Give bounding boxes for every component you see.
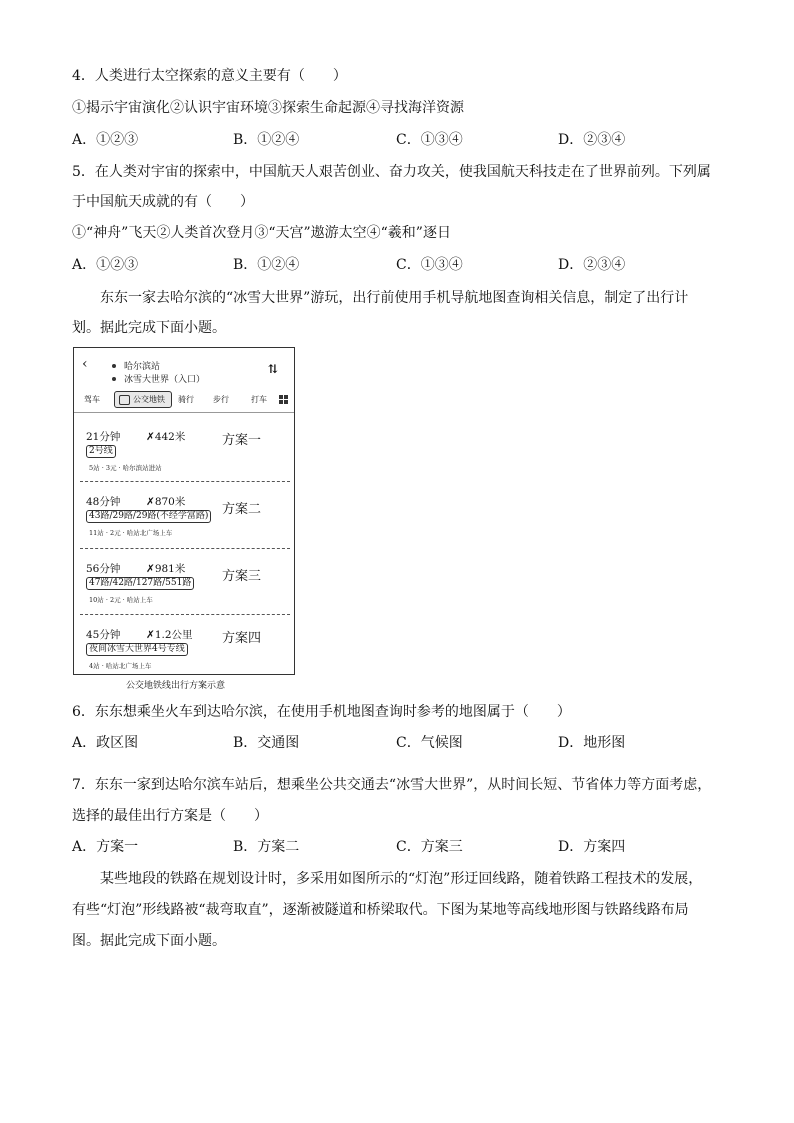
origin-label: 哈尔滨站 [124,362,161,372]
q4-option-b: B．①②④ [233,132,300,148]
tab-walk: 步行 [213,395,229,404]
intro1-line1: 东东一家去哈尔滨的“冰雪大世界”游玩，出行前使用手机导航地图查询相关信息，制定了出行计 [100,290,689,306]
tab-transit-label: 公交地铁 [133,395,165,404]
plan-divider [80,614,290,615]
tabs-divider [74,412,294,413]
plan-name: 方案四 [222,631,262,646]
plan-time: 56分钟 [86,563,121,575]
back-arrow-icon: ‹ [82,356,88,372]
walk-icon: ✗ [146,563,155,575]
q4-option-c: C．①③④ [396,132,463,148]
plan-card [74,494,294,560]
mode-tabs [74,390,294,410]
q6-stem: 6．东东想乘坐火车到达哈尔滨，在使用手机地图查询时参考的地图属于（ ） [72,704,571,720]
plan-divider [80,481,290,482]
tab-transit [114,391,172,408]
plan-walk-distance: ✗442米 [146,431,186,443]
intro1-line2: 划。据此完成下面小题。 [72,320,226,336]
q5-option-d: D．②③④ [558,257,626,273]
q7-stem-line1: 7．东东一家到达哈尔滨车站后，想乘坐公共交通去“冰雪大世界”，从时间长短、节省体力等方面考虑， [72,777,712,793]
plan-detail: 4站 · 哈站北广场上车 [89,662,152,670]
destination-dot-icon [112,377,116,381]
plan-route: 夜间冰雪大世界4号专线 [86,643,188,656]
q5-option-c: C．①③④ [396,257,463,273]
q5-option-a: A．①②③ [72,257,139,273]
intro2-line1: 某些地段的铁路在规划设计时，多采用如图所示的“灯泡”形迂回线路，随着铁路工程技术的发展， [100,871,703,887]
transit-plan-figure [73,347,295,675]
plan-detail: 11站 · 2元 · 哈站北广场上车 [89,529,173,537]
walk-icon: ✗ [146,431,155,443]
q4-items: ①揭示宇宙演化②认识宇宙环境③探索生命起源④寻找海洋资源 [72,100,464,116]
plan-walk-distance: ✗981米 [146,563,186,575]
figure-caption: 公交地铁线出行方案示意 [126,681,226,691]
plan-detail: 10站 · 2元 · 哈站上车 [89,596,153,604]
destination-label: 冰雪大世界（入口） [124,375,206,385]
q7-option-c: C．方案三 [396,839,463,855]
q6-option-a: A．政区图 [72,735,139,751]
plan-card [74,429,294,495]
q6-option-c: C．气候图 [396,735,463,751]
q4-stem: 4．人类进行太空探索的意义主要有（ ） [72,68,347,84]
intro2-line2: 有些“灯泡”形线路被“裁弯取直”，逐渐被隧道和桥梁取代。下图为某地等高线地形图与铁路线路布局 [72,902,689,918]
q7-option-b: B．方案二 [233,839,300,855]
q7-option-d: D．方案四 [558,839,626,855]
q6-option-b: B．交通图 [233,735,300,751]
q4-option-d: D．②③④ [558,132,626,148]
plan-walk-distance: ✗870米 [146,496,186,508]
plan-name: 方案二 [222,502,262,517]
plan-time: 45分钟 [86,629,121,641]
q5-items: ①“神舟”飞天②人类首次登月③“天宫”遨游太空④“羲和”逐日 [72,225,451,241]
plan-route: 43路/29路/29路(不经学富路) [86,510,211,523]
plan-name: 方案三 [222,569,262,584]
tab-bike: 骑行 [178,395,194,404]
plan-detail: 5站 · 3元 · 哈尔滨站进站 [89,464,162,472]
swap-icon: ⇅ [268,362,279,376]
q5-stem-line1: 5．在人类对宇宙的探索中，中国航天人艰苦创业、奋力攻关，使我国航天科技走在了世界前列。下列属 [72,164,711,180]
q6-option-d: D．地形图 [558,735,626,751]
plan-name: 方案一 [222,433,262,448]
q5-option-b: B．①②④ [233,257,300,273]
q7-option-a: A．方案一 [72,839,139,855]
tab-drive: 驾车 [84,395,100,404]
grid-menu-icon [279,395,288,404]
q7-stem-line2: 选择的最佳出行方案是（ ） [72,808,268,824]
q4-option-a: A．①②③ [72,132,139,148]
q5-stem-line2: 于中国航天成就的有（ ） [72,194,254,210]
walk-icon: ✗ [146,629,155,641]
walk-icon: ✗ [146,496,155,508]
plan-route: 2号线 [86,445,116,458]
plan-divider [80,548,290,549]
bus-icon [119,395,130,405]
plan-time: 21分钟 [86,431,121,443]
plan-route: 47路/42路/127路/551路 [86,577,194,590]
plan-walk-distance: ✗1.2公里 [146,629,193,641]
tab-taxi: 打车 [251,395,267,404]
plan-card [74,561,294,627]
plan-time: 48分钟 [86,496,121,508]
intro2-line3: 图。据此完成下面小题。 [72,933,226,949]
origin-dot-icon [112,364,116,368]
